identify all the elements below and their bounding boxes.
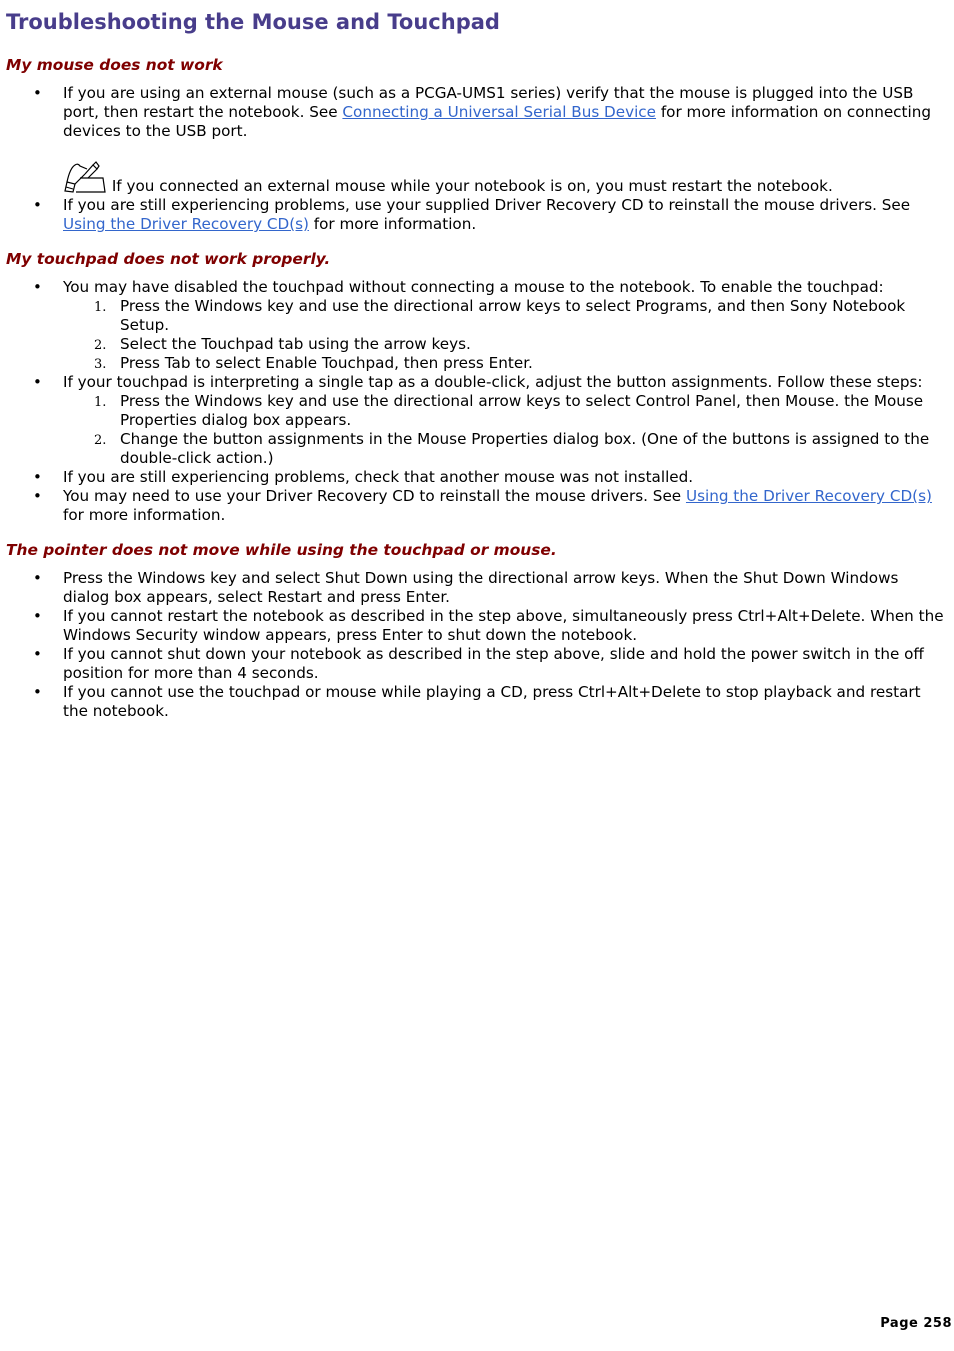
list-item: • If you cannot shut down your notebook as described in the step above, slide and hold the power switch in the off position for more than 4 seconds. [6,645,948,683]
list-item: • If you cannot use the touchpad or mouse while playing a CD, press Ctrl+Alt+Delete to stop playback and restart the notebook. [6,683,948,721]
step-item: 3. Press Tab to select Enable Touchpad, then press Enter. [94,354,533,372]
list-item: • If you are using an external mouse (such as a PCGA-UMS1 series) verify that the mouse is plugged into the USB port, then restart the notebook. See Connecting a Universal Serial Bus Device for more information on connecting devices to the USB port. If you connected an external mouse while your notebook is on, you must restart the notebook. [6,84,948,196]
note: If you connected an external mouse while your notebook is on, you must restart the notebook. [63,160,948,196]
list-item: • You may need to use your Driver Recovery CD to reinstall the mouse drivers. See Using the Driver Recovery CD(s) for more information. [6,487,948,525]
step-item: 1. Press the Windows key and use the directional arrow keys to select Programs, and then Sony Notebook Setup. [94,297,906,334]
list-item: • If you cannot restart the notebook as described in the step above, simultaneously press Ctrl+Alt+Delete. When the Windows Security window appears, press Enter to shut down the notebook. [6,607,948,645]
step-item: 2. Change the button assignments in the Mouse Properties dialog box. (One of the buttons is assigned to the double-click action.) [94,430,930,467]
usb-device-link[interactable]: Connecting a Universal Serial Bus Device [342,103,656,121]
section-heading-touchpad: My touchpad does not work properly. [6,250,331,268]
pointer-troubleshooting-list [6,569,948,721]
list-item: • If your touchpad is interpreting a single tap as a double-click, adjust the button assignments. Follow these steps: 1. Press the Windows key and use the directional arrow keys to select Control Panel, then Mouse. the Mouse Properties dialog box appears. 2. Change the button assignments in the Mouse Properties dialog box. (One of the buttons is assigned to the double-click action.) [6,373,948,468]
driver-recovery-link[interactable]: Using the Driver Recovery CD(s) [63,215,309,233]
note-pencil-icon [63,177,107,195]
document-page [6,8,948,721]
enable-touchpad-steps [63,297,948,373]
section-heading-mouse: My mouse does not work [6,56,223,74]
step-item: 2. Select the Touchpad tab using the arrow keys. [94,335,471,353]
touchpad-troubleshooting-list [6,278,948,525]
driver-recovery-link[interactable]: Using the Driver Recovery CD(s) [685,487,932,505]
page-title: Troubleshooting the Mouse and Touchpad [6,10,500,34]
section-heading-pointer: The pointer does not move while using the touchpad or mouse. [6,541,557,559]
step-item: 1. Press the Windows key and use the directional arrow keys to select Control Panel, then Mouse. the Mouse Properties dialog box appears. [94,392,924,429]
mouse-troubleshooting-list [6,84,948,234]
list-item: • If you are still experiencing problems, use your supplied Driver Recovery CD to reinstall the mouse drivers. See Using the Driver Recovery CD(s) for more information. [6,196,948,234]
list-item: • Press the Windows key and select Shut Down using the directional arrow keys. When the Shut Down Windows dialog box appears, select Restart and press Enter. [6,569,948,607]
button-assignment-steps [63,392,948,468]
list-item: • You may have disabled the touchpad without connecting a mouse to the notebook. To enable the touchpad: 1. Press the Windows key and use the directional arrow keys to select Programs, and then Sony Notebook Setup. 2. Select the Touchpad tab using the arrow keys. 3. Press Tab to select Enable Touchpad, then press Enter. [6,278,948,373]
list-item: • If you are still experiencing problems, check that another mouse was not installed. [6,468,948,487]
page-number: Page 258 [880,1316,952,1331]
